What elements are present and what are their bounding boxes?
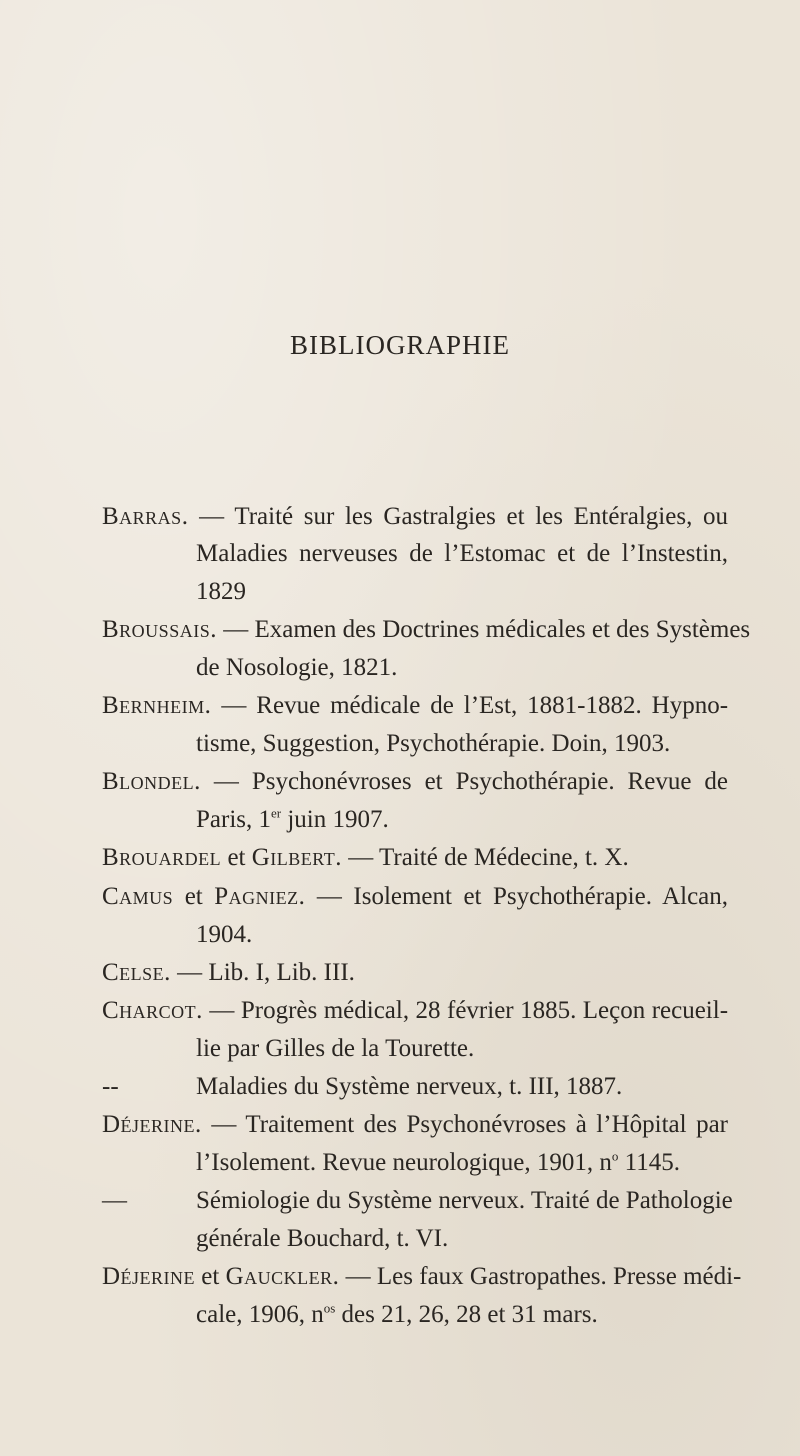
entry-text: 1145. xyxy=(624,1149,680,1176)
entry-dash: — xyxy=(213,768,239,795)
entry-text: Psychonévroses et Psychothérapie. Revue de xyxy=(251,768,729,795)
entry-text: Maladies nerveuses de l’Estomac et de l’Instestin, xyxy=(196,540,728,567)
entry-text: Isolement et Psychothérapie. Alcan, xyxy=(353,883,729,910)
entry-text: des 21, 26, 28 et 31 mars. xyxy=(341,1301,598,1328)
entry-author: Blondel. xyxy=(102,768,201,795)
entry-text: Maladies du Système nerveux, t. III, 1887. xyxy=(196,1073,623,1100)
entry-text: l’Isolement. Revue neurologique, 1901, xyxy=(196,1149,594,1176)
entry-number-prefix: n xyxy=(599,1149,612,1176)
entry-text: Traitement des Psychonévroses à l’Hôpital par xyxy=(245,1111,728,1138)
entry-text: Traité de Médecine, t. X. xyxy=(379,844,629,871)
entry-author: Brouardel xyxy=(102,844,222,871)
entry-text: Progrès médical, 28 février 1885. Leçon recueil- xyxy=(240,997,729,1024)
entry-author: Charcot. xyxy=(102,997,203,1024)
entry-dash: — xyxy=(345,1263,371,1290)
entry-text: de Nosologie, 1821. xyxy=(196,654,398,681)
entry-conjunction: et xyxy=(201,1263,220,1290)
entry-conjunction: et xyxy=(184,883,203,910)
entry-author: Gilbert. xyxy=(251,844,342,871)
entry-text: Sémiologie du Système nerveux. Traité de Pathologie xyxy=(196,1187,733,1214)
entry-author: Gauckler. xyxy=(225,1263,340,1290)
entry-text: Traité sur les Gastralgies et les Entéralgies, ou xyxy=(234,503,728,530)
entry-dash: — xyxy=(177,959,203,986)
entry-text: Lib. I, Lib. III. xyxy=(208,959,355,986)
entry-text: 1829 xyxy=(196,578,246,605)
entry-author: Barras. xyxy=(102,503,189,530)
entry-text: Revue médicale de l’Est, 1881-1882. Hypno- xyxy=(256,692,729,719)
entry-text: Les faux Gastropathes. Presse médi- xyxy=(376,1263,742,1290)
entry-author: Déjerine xyxy=(102,1263,196,1290)
entry-conjunction: et xyxy=(227,844,246,871)
entry-superscript: er xyxy=(271,805,282,821)
entry-text: cale, 1906, xyxy=(196,1301,305,1328)
entry-dash: — xyxy=(209,997,235,1024)
entry-ditto: — xyxy=(102,1187,127,1214)
entry-text: 1904. xyxy=(196,921,253,948)
entry-author: Déjerine. xyxy=(102,1111,202,1138)
entry-dash: — xyxy=(348,844,374,871)
entry-number: 1 xyxy=(258,806,271,833)
entry-superscript: os xyxy=(323,1300,336,1316)
entry-text: juin 1907. xyxy=(287,806,389,833)
entry-ditto: -- xyxy=(102,1073,119,1100)
entry-dash: — xyxy=(211,1111,237,1138)
entry-text: Paris, xyxy=(196,806,253,833)
entry-author: Bernheim. xyxy=(102,692,212,719)
entry-text: Examen des Doctrines médicales et des Systèmes xyxy=(254,616,751,643)
page-title: BIBLIOGRAPHIE xyxy=(290,330,510,360)
entry-author: Camus xyxy=(102,883,174,910)
entry-dash: — xyxy=(221,692,247,719)
entry-number-prefix: n xyxy=(311,1301,324,1328)
entry-dash: — xyxy=(223,616,249,643)
entry-dash: — xyxy=(199,503,225,530)
entry-text: tisme, Suggestion, Psychothérapie. Doin, 1903. xyxy=(196,730,671,757)
entry-author: Celse. xyxy=(102,959,171,986)
entry-text: lie par Gilles de la Tourette. xyxy=(196,1035,475,1062)
entry-superscript: o xyxy=(611,1148,619,1164)
entry-author: Broussais. xyxy=(102,616,217,643)
entry-author: Pagniez. xyxy=(214,883,306,910)
entry-text: générale Bouchard, t. VI. xyxy=(196,1225,449,1252)
entry-dash: — xyxy=(316,883,342,910)
